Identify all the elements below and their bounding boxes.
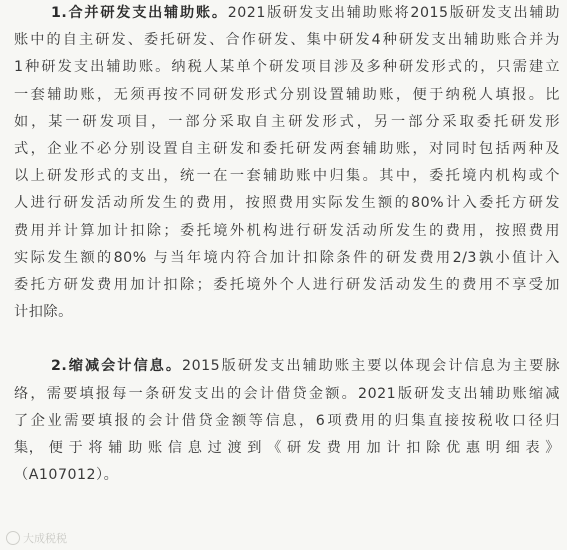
paragraph-line: 费用并计算加计扣除；委托境外机构进行研发活动所发生的费用，按照费用 bbox=[14, 222, 560, 239]
paragraph-line: （A107012）。 bbox=[14, 467, 119, 484]
watermark-text: 大成税税 bbox=[23, 532, 67, 545]
paragraph-line: 如，某一研发项目，一部分采取自主研发形式，另一部分采取委托研发形 bbox=[14, 113, 560, 130]
paragraph-line: 1种研发支出辅助账。纳税人某单个研发项目涉及多种研发形式的，只需建立 bbox=[14, 59, 560, 76]
paragraph-line: 账中的自主研发、委托研发、合作研发、集中研发4种研发支出辅助账合并为 bbox=[14, 32, 560, 49]
paragraph-line: 1.合并研发支出辅助账。2021版研发支出辅助账将2015版研发支出辅助 bbox=[51, 5, 560, 21]
paragraph-line: 委托方研发费用加计扣除；委托境外个人进行研发活动发生的费用不享受加 bbox=[14, 277, 560, 294]
paragraph-line: 了企业需要填报的会计借贷金额等信息，6项费用的归集直接按税收口径归 bbox=[14, 412, 560, 429]
paragraph-merge-accounts bbox=[14, 0, 560, 326]
section-heading: 1.合并研发支出辅助账。 bbox=[51, 5, 228, 21]
paragraph-line: 2.缩减会计信息。2015版研发支出辅助账主要以体现会计信息为主要脉 bbox=[51, 358, 560, 375]
paragraph-line: 式，企业不必分别设置自主研发和委托研发两套辅助账，对同时包括两种及 bbox=[14, 141, 560, 158]
paragraph-line: 一套辅助账，无须再按不同研发形式分别设置辅助账，便于纳税人填报。比 bbox=[14, 86, 560, 103]
paragraph-line: 以上研发形式的支出，统一在一套辅助账中归集。其中，委托境内机构或个 bbox=[14, 168, 560, 185]
paragraph-reduce-accounting-info bbox=[14, 353, 560, 489]
document-body bbox=[14, 0, 560, 489]
paragraph-line: 人进行研发活动所发生的费用，按照费用实际发生额的80%计入委托方研发 bbox=[14, 195, 560, 212]
section-heading: 2.缩减会计信息。 bbox=[51, 358, 183, 375]
logo-icon bbox=[6, 531, 20, 545]
paragraph-line: 络，需要填报每一条研发支出的会计借贷金额。2021版研发支出辅助账缩减 bbox=[14, 385, 560, 402]
paragraph-line: 实际发生额的80% 与当年境内符合加计扣除条件的研发费用2/3孰小值计入 bbox=[14, 249, 560, 266]
watermark bbox=[6, 530, 67, 546]
paragraph-line: 集， 便 于 将 辅 助 账 信 息 过 渡 到 《 研 发 费 用 加 计 扣 除 优 惠 明 细 表 》 bbox=[14, 440, 560, 457]
paragraph-spacer bbox=[14, 326, 560, 353]
paragraph-line: 计扣除。 bbox=[14, 304, 73, 321]
